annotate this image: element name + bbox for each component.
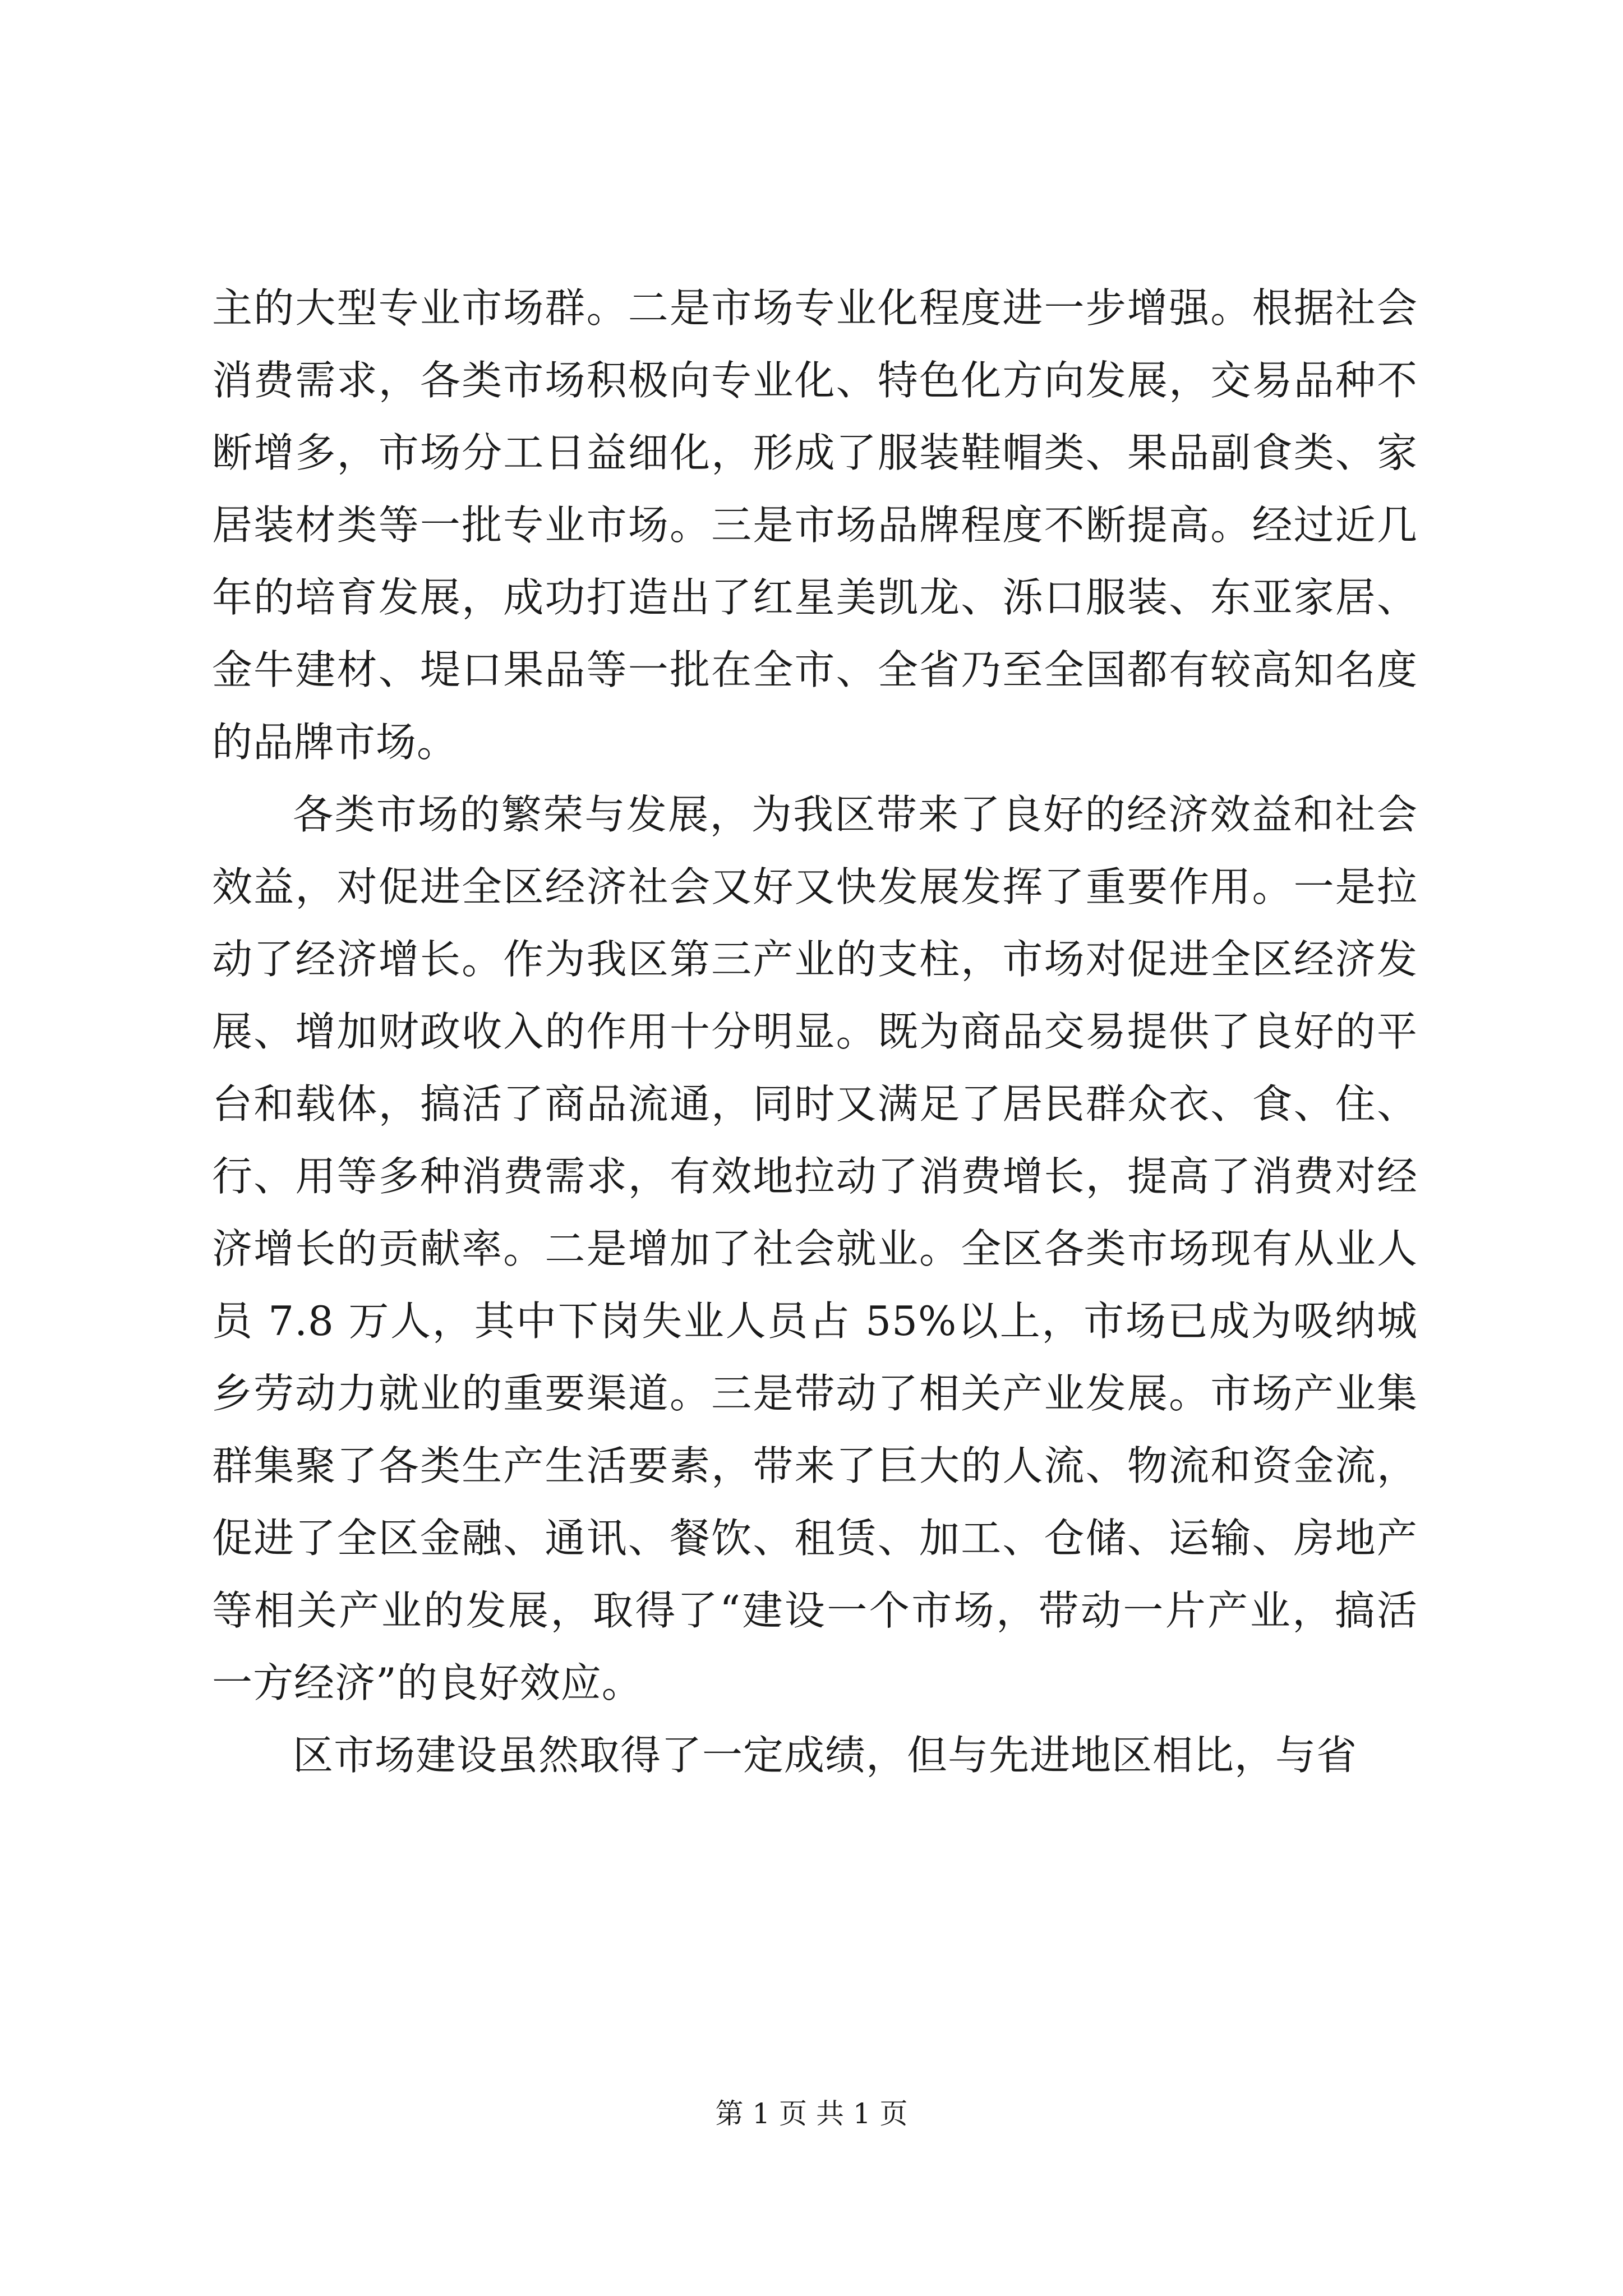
paragraph-3: 区市场建设虽然取得了一定成绩，但与先进地区相比，与省 <box>293 1732 1358 1779</box>
document-body <box>212 272 1418 1792</box>
paragraph-1: 主的大型专业市场群。二是市场专业化程度进一步增强。根据社会消费需求，各类市场积极向专业化、特色化方向发展，交易品种不断增多，市场分工日益细化，形成了服装鞋帽类、果品副食类、家居装材类等一批专业市场。三是市场品牌程度不断提高。经过近几年的培育发展，成功打造出了红星美凯龙、泺口服装、东亚家居、金牛建材、堤口果品等一批在全市、全省乃至全国都有较高知名度的品牌市场。 <box>212 284 1418 766</box>
paragraph-2: 各类市场的繁荣与发展，为我区带来了良好的经济效益和社会效益，对促进全区经济社会又好又快发展发挥了重要作用。一是拉动了经济增长。作为我区第三产业的支柱，市场对促进全区经济发展、增加财政收入的作用十分明显。既为商品交易提供了良好的平台和载体，搞活了商品流通，同时又满足了居民群众衣、食、住、行、用等多种消费需求，有效地拉动了消费增长，提高了消费对经济增长的贡献率。二是增加了社会就业。全区各类市场现有从业人员 7.8 万人，其中下岗失业人员占 55%以上，市场已成为吸纳城乡劳动力就业的重要渠道。三是带动了相关产业发展。市场产业集群集聚了各类生产生活要素，带来了巨大的人流、物流和资金流，促进了全区金融、通讯、餐饮、租赁、加工、仓储、运输、房地产等相关产业的发展，取得了“建设一个市场，带动一片产业，搞活一方经济”的良好效应。 <box>212 791 1418 1706</box>
page-footer: 第 1 页 共 1 页 <box>715 2097 908 2130</box>
